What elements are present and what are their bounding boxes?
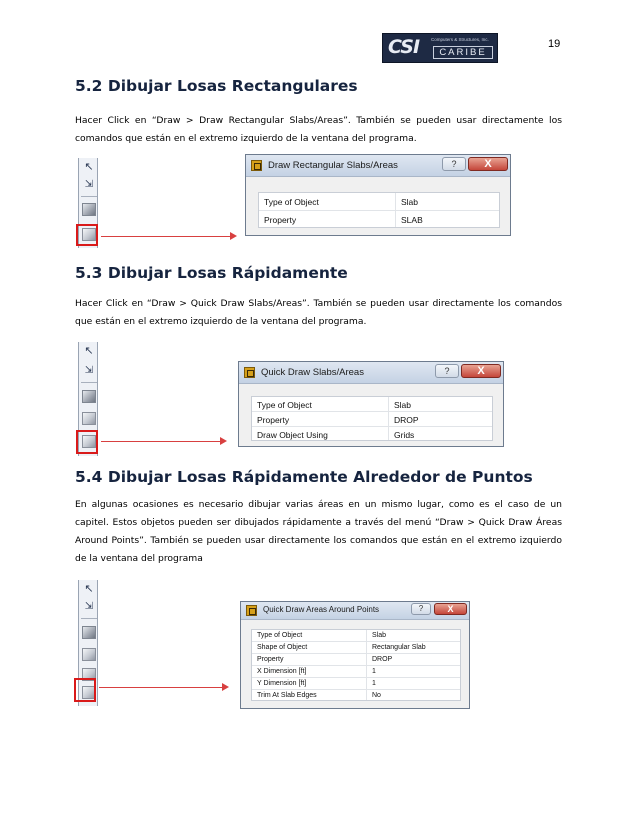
dialog-titlebar — [241, 602, 469, 620]
property-row[interactable] — [252, 654, 460, 666]
app-icon — [246, 605, 257, 616]
section-paragraph-5-2: Hacer Click en “Draw > Draw Rectangular Slabs/Areas”. También se pueden usar directamente los comandos que están en el extremo izquierdo de la ventana del programa. — [75, 115, 562, 144]
draw-rectangular-slab-icon[interactable] — [82, 648, 96, 661]
property-row[interactable] — [252, 690, 460, 702]
pointer-arrow-line — [101, 236, 231, 237]
property-label: Shape of Object — [257, 644, 308, 651]
property-row[interactable] — [252, 412, 492, 427]
pointer-arrow-line — [101, 441, 221, 442]
close-button[interactable]: X — [461, 364, 501, 378]
property-value[interactable]: 1 — [372, 668, 376, 675]
property-label: Y Dimension [ft] — [257, 680, 307, 687]
property-label: Property — [257, 656, 284, 663]
draw-polygon-slab-icon[interactable] — [82, 203, 96, 216]
property-value[interactable]: Rectangular Slab — [372, 644, 426, 651]
property-row[interactable] — [252, 642, 460, 654]
property-value[interactable]: DROP — [394, 415, 419, 425]
property-row[interactable] — [252, 666, 460, 678]
help-button[interactable]: ? — [442, 157, 466, 171]
dialog-quick-draw-slabs — [238, 361, 504, 447]
app-icon — [251, 160, 262, 171]
property-row[interactable] — [259, 193, 499, 211]
logo-mark: CSI — [388, 36, 420, 58]
dialog-title: Quick Draw Slabs/Areas — [261, 367, 364, 378]
draw-polygon-slab-icon[interactable] — [82, 390, 96, 403]
dialog-titlebar — [246, 155, 510, 177]
dialog-title: Draw Rectangular Slabs/Areas — [268, 160, 398, 171]
reshape-pointer-icon[interactable]: ⇲ — [84, 601, 94, 612]
pointer-arrow-head — [230, 232, 237, 240]
dialog-title: Quick Draw Areas Around Points — [263, 605, 380, 614]
property-value[interactable]: 1 — [372, 680, 376, 687]
close-button[interactable]: X — [434, 603, 467, 615]
reshape-pointer-icon[interactable]: ⇲ — [84, 179, 94, 190]
section-paragraph-5-3: Hacer Click en “Draw > Quick Draw Slabs/Areas”. También se pueden usar directamente los comandos que están en el extremo izquierdo de la ventana del programa. — [75, 298, 562, 327]
highlight-box — [76, 224, 98, 246]
property-row[interactable] — [252, 678, 460, 690]
property-value[interactable]: Slab — [372, 632, 387, 639]
property-value[interactable]: No — [372, 692, 381, 699]
highlight-box — [76, 430, 98, 454]
draw-rectangular-slab-icon[interactable] — [82, 412, 96, 425]
property-grid — [251, 396, 493, 441]
app-icon — [244, 367, 255, 378]
property-row[interactable] — [252, 397, 492, 412]
property-label: X Dimension [ft] — [257, 668, 307, 675]
dialog-draw-rectangular — [245, 154, 511, 236]
property-label: Draw Object Using — [257, 430, 328, 440]
property-grid — [251, 629, 461, 701]
select-pointer-icon[interactable]: ↖ — [84, 583, 94, 595]
pointer-arrow-line — [99, 687, 223, 688]
property-row[interactable] — [252, 630, 460, 642]
toolbar-divider — [81, 382, 97, 383]
property-value[interactable]: Slab — [394, 400, 412, 410]
property-value[interactable]: Grids — [394, 430, 415, 440]
draw-polygon-slab-icon[interactable] — [82, 626, 96, 639]
section-heading-5-4: 5.4 Dibujar Losas Rápidamente Alrededor de Puntos — [75, 468, 533, 486]
dialog-titlebar — [239, 362, 503, 384]
section-paragraph-5-4: En algunas ocasiones es necesario dibujar varias áreas en un mismo lugar, como es el caso de un capitel. Estos objetos pueden ser dibujados rápidamente a través del menú “Draw > Quick Draw Áreas Around Points”. También se pueden usar directamente los comandos que están en el extremo izquierdo de la ventana del programa — [75, 499, 562, 564]
property-label: Property — [257, 415, 290, 425]
property-row[interactable] — [252, 427, 492, 442]
close-button[interactable]: X — [468, 157, 508, 171]
reshape-pointer-icon[interactable]: ⇲ — [84, 365, 94, 376]
select-pointer-icon[interactable]: ↖ — [84, 161, 94, 173]
logo-tagline: Computers & Structures, Inc. — [431, 37, 489, 42]
help-button[interactable]: ? — [411, 603, 431, 615]
select-pointer-icon[interactable]: ↖ — [84, 345, 94, 357]
property-label: Property — [264, 215, 297, 225]
company-logo — [382, 33, 498, 63]
property-label: Trim At Slab Edges — [257, 692, 317, 699]
section-heading-5-3: 5.3 Dibujar Losas Rápidamente — [75, 264, 348, 282]
property-value[interactable]: Slab — [401, 197, 419, 207]
property-label: Type of Object — [257, 632, 303, 639]
help-button[interactable]: ? — [435, 364, 459, 378]
property-row[interactable] — [259, 211, 499, 229]
property-label: Type of Object — [257, 400, 312, 410]
logo-name: CARIBE — [433, 46, 493, 59]
toolbar-divider — [81, 618, 97, 619]
property-value[interactable]: SLAB — [401, 215, 423, 225]
property-label: Type of Object — [264, 197, 319, 207]
section-heading-5-2: 5.2 Dibujar Losas Rectangulares — [75, 77, 358, 95]
property-grid — [258, 192, 500, 228]
pointer-arrow-head — [222, 683, 229, 691]
highlight-box — [74, 678, 96, 702]
toolbar-divider — [81, 196, 97, 197]
property-value[interactable]: DROP — [372, 656, 393, 663]
dialog-quick-draw-areas-around-points — [240, 601, 470, 709]
page-number: 19 — [548, 38, 561, 50]
pointer-arrow-head — [220, 437, 227, 445]
